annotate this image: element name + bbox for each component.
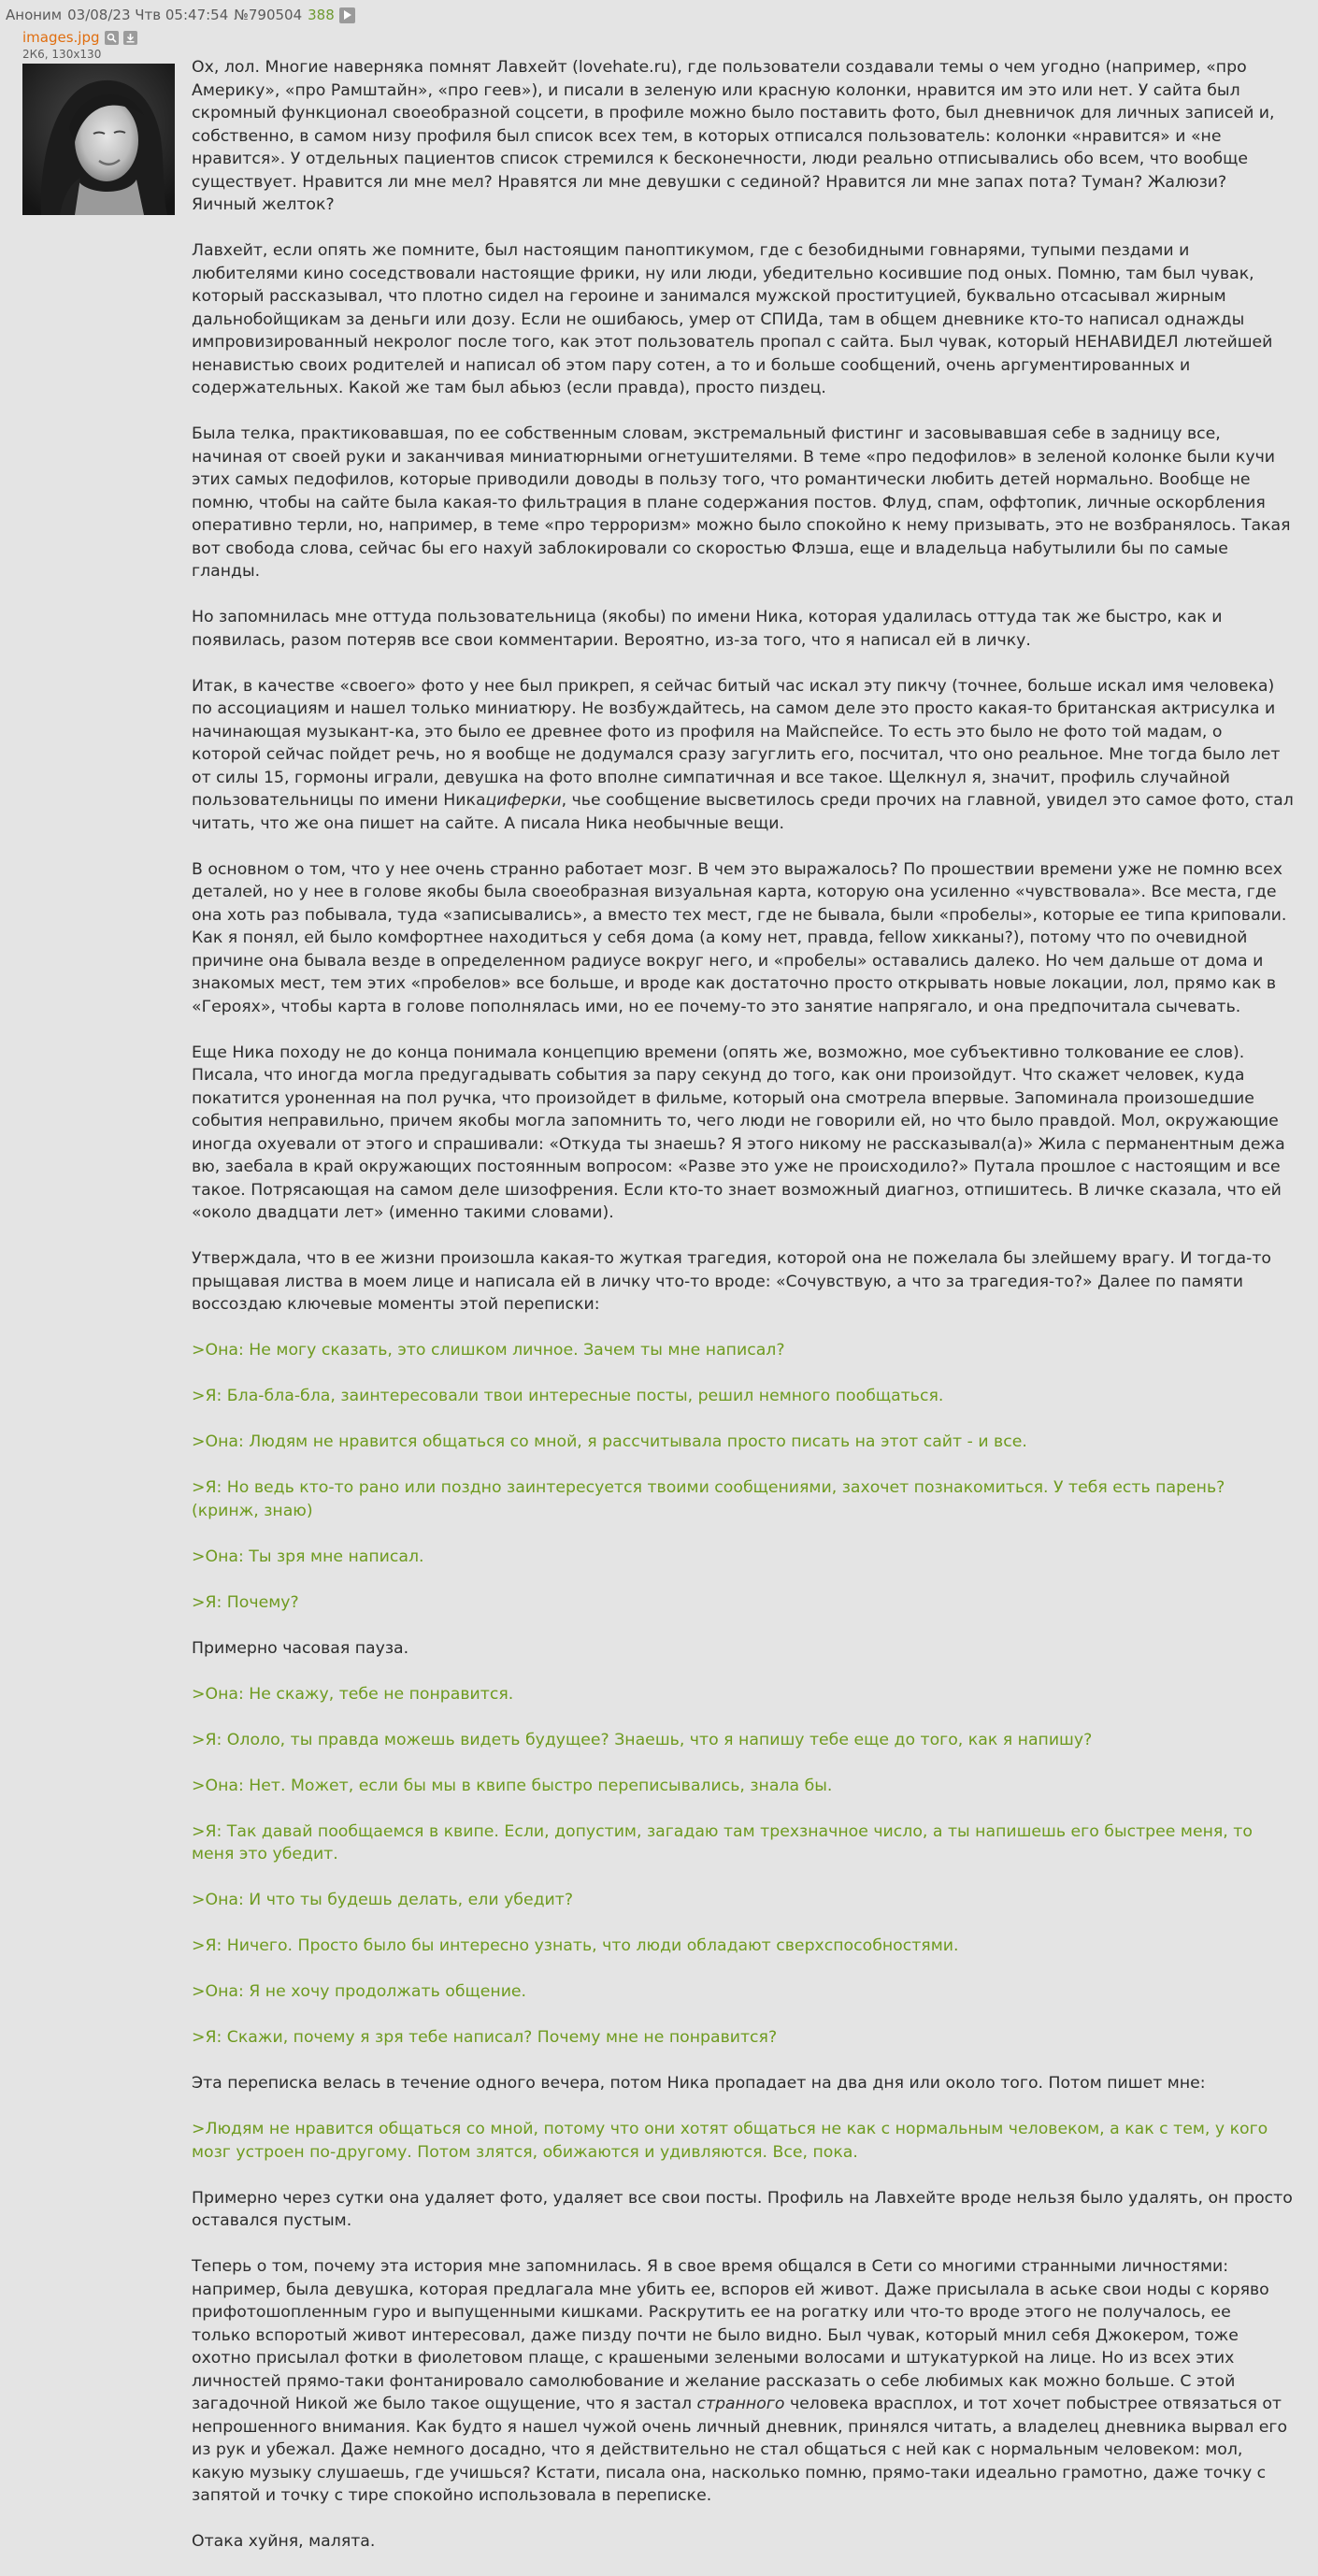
text-span: человека врасплох, и тот хочет побыстрее отвязаться от непрошенного внимания. Как будто я нашел чужой очень личный дневник, принялся читать, а владелец дневника вырвал его из рук и убежал. Даже немного досадно, что я действительно не стал общаться с ней как с нормальным человеком: мол, какую музыку слушаешь, где учишься? Кстати, писала она, насколько помню, прямо-таки идеально грамотно, даже точку с запятой и точку с тире спокойно использовала в переписке. <box>192 2395 1288 2505</box>
quote-line: >Я: Ололо, ты правда можешь видеть будущее? Знаешь, что я напишу тебе еще до того, как я напишу? <box>192 1730 1093 1749</box>
download-icon[interactable] <box>123 31 137 45</box>
search-icon[interactable] <box>105 31 119 45</box>
text-span: Теперь о том, почему эта история мне запомнилась. Я в свое время общался в Сети со многими странными личностями: например, была девушка, которая предлагала мне убить ее, вспоров ей живот. Даже присылала в аське свои ноды с коряво прифотошопленным гуро и выпущенными кишками. Раскрутить ее на рогатку или что-то вроде этого не получалось, ее только вспоротый живот интересовал, даже пизду почти не было видно. Был чувак, который мнил себя Джокером, тоже охотно присылал фотки в фиолетовом плаще, с крашеными зелеными волосами и штукатуркой на лице. Но из всех этих личностей прямо-таки фонтанировало самолюбование и желание рассказать о себе любимых как можно больше. С этой загадочной Никой же было такое ощущение, что я застал <box>192 2257 1269 2413</box>
post-paragraph: Эта переписка велась в течение одного вечера, потом Ника пропадает на два дня или около того. Потом пишет мне: <box>192 2074 1206 2093</box>
quote-line: >Я: Так давай пообщаемся в квипе. Если, допустим, загадаю там трехзначное число, а ты напишешь его быстрее меня, то меня это убедит. <box>192 1821 1253 1864</box>
post-paragraph: Утверждала, что в ее жизни произошла какая-то жуткая трагедия, которой она не пожелала бы злейшему врагу. И тогда-то прыщавая листва в моем лице и написала ей в личку что-то вроде: «Сочувствую, а что за трагедия-то?» Далее по памяти воссоздаю ключевые моменты этой переписки: <box>192 1249 1271 1314</box>
quote-line: >Я: Ничего. Просто было бы интересно узнать, что люди обладают сверхспособностями. <box>192 1936 959 1955</box>
quote-line: >Она: Людям не нравится общаться со мной, я рассчитывала просто писать на этот сайт - и все. <box>192 1432 1027 1451</box>
quote-line: >Она: И что ты будешь делать, ели убедит? <box>192 1891 573 1909</box>
post-paragraph: Примерно через сутки она удаляет фото, удаляет все свои посты. Профиль на Лавхейте вроде нельзя было удалять, он просто оставался пустым. <box>192 2188 1293 2230</box>
reply-count[interactable]: 388 <box>308 7 335 23</box>
post-paragraph: Лавхейт, если опять же помните, был настоящим паноптикумом, где с безобидными говнарями, тупыми пездами и любителями кино соседствовали настоящие фрики, ну или люди, убедительно косившие под оных. Помню, там был чувак, который рассказывал, что плотно сидел на героине и занимался мужской проституцией, буквально отсасывал жирным дальнобойщикам за деньги или дозу. Если не ошибаюсь, умер от СПИДа, там в общем дневнике кто-то написал однажды импровизированный некролог после того, как этот пользователь пропал с сайта. Был чувак, который НЕНАВИДЕЛ лютейшей ненавистью своих родителей и написал об этом пару сотен, а то и больше сообщений, очень аргументированных и содержательных. Какой же там был абьюз (если правда), просто пиздец. <box>192 241 1273 397</box>
play-icon[interactable] <box>339 7 355 23</box>
quote-line: >Я: Но ведь кто-то рано или поздно заинтересуется твоими сообщениями, захочет познакомиться. У тебя есть парень? (кринж, знаю) <box>192 1478 1225 1520</box>
post-body <box>192 56 1295 2576</box>
quote-line: >Людям не нравится общаться со мной, потому что они хотят общаться не как с нормальным человеком, а как с тем, у кого мозг устроен по-другому. Потом злятся, обижаются и удивляются. Все, пока. <box>192 2120 1268 2162</box>
post-paragraph: Была телка, практиковавшая, по ее собственным словам, экстремальный фистинг и засовывавшая себе в задницу все, начиная от своей руки и заканчивая миниатюрными огнетушителями. В теме «про педофилов» в зеленой колонке были кучи этих самых педофилов, которые приводили доводы в пользу того, что романтически любить детей нормально. Вообще не помню, чтобы на сайте была какая-то фильтрация в плане содержания постов. Флуд, спам, оффтопик, личные оскорбления оперативно терли, но, например, в теме «про терроризм» можно было спокойно к нему призывать, это не возбранялось. Такая вот свобода слова, сейчас бы его нахуй заблокировали со скоростью Флэша, еще и владельца набутылили бы по самые гланды. <box>192 425 1291 581</box>
file-info <box>22 28 137 61</box>
post-paragraph <box>192 675 1295 836</box>
post-paragraph: Ох, лол. Многие наверняка помнят Лавхейт (lovehate.ru), где пользователи создавали темы о чем угодно (например, «про Америку», «про Рамштайн», «про геев»), и писали в зеленую или красную колонки, нравится им это или нет. У сайта был скромный функционал своеобразной соцсети, в профиле можно было поставить фото, был дневничок для личных записей и, собственно, в самом низу профиля был список всех тем, в которых отписался пользователь: колонки «нравится» и «не нравится». У отдельных пациентов список стремился к бесконечности, люди реально отписывались обо всем, что вообще существует. Нравится ли мне мел? Нравятся ли мне девушки с сединой? Нравится ли мне запах пота? Туман? Жалюзи? Яичный желток? <box>192 58 1275 214</box>
quote-line: >Она: Не скажу, тебе не понравится. <box>192 1684 514 1704</box>
text-span: Итак, в качестве «своего» фото у нее был прикреп, я сейчас битый час искал эту пикчу (точнее, больше искал имя человека) по ассоциациям и нашел только миниатюру. Не возбуждайтесь, на самом деле это просто какая-то британская актрисулка и начинающая музыкант-ка, это было ее древнее фото из профиля на Майспейсе. То есть это было не фото той мадам, о которой сейчас пойдет речь, но я вообще не додумался сразу загуглить его, посчитал, что оно реальное. Мне тогда было лет от силы 15, гормоны играли, девушка на фото вполне симпатичная и все такое. Щелкнул я, значит, профиль случайной пользовательницы по имени Ника <box>192 676 1281 810</box>
quote-line: >Она: Я не хочу продолжать общение. <box>192 1982 527 2001</box>
post-paragraph: Но запомнилась мне оттуда пользовательница (якобы) по имени Ника, которая удалилась оттуда так же быстро, как и появилась, разом потеряв все свои комментарии. Вероятно, из-за того, что я написал ей в личку. <box>192 608 1223 650</box>
quote-line: >Она: Не могу сказать, это слишком личное. Зачем ты мне написал? <box>192 1341 785 1360</box>
post-date: 03/08/23 Чтв 05:47:54 <box>67 7 229 23</box>
post-author: Аноним <box>6 7 63 23</box>
post-number[interactable]: №790504 <box>234 7 303 23</box>
post-header <box>6 4 355 26</box>
quote-line: >Я: Почему? <box>192 1592 299 1612</box>
italic-text: циферки <box>485 791 562 810</box>
post-paragraph: Еще Ника походу не до конца понимала концепцию времени (опять же, возможно, мое субъективно толкование ее слов). Писала, что иногда могла предугадывать события за пару секунд до того, как они произойдут. Что скажет человек, куда покатится уроненная на пол ручка, что произойдет в фильме, который она смотрела впервые. Запоминала произошедшие события неправильно, причем якобы могла запомнить то, чего люди не говорили ей, но что было правдой. Мол, окружающие иногда охуевали от этого и спрашивали: «Откуда ты знаешь? Я этого никому не рассказывал(а)» Жила с перманентным дежа вю, заебала в край окружающих постоянным вопросом: «Разве это уже не происходило?» Путала прошлое с настоящим и все такое. Потрясающая на самом деле шизофрения. Если кто-то знает возможный диагноз, отпишитесь. В личке сказала, что ей «около двадцати лет» (именно такими словами). <box>192 1043 1285 1222</box>
file-meta: 2К6, 130x130 <box>22 48 102 61</box>
post-image-thumbnail[interactable] <box>22 64 175 215</box>
quote-line: >Она: Ты зря мне написал. <box>192 1547 424 1566</box>
post-paragraph <box>192 2255 1295 2508</box>
italic-text: странного <box>696 2395 785 2413</box>
quote-line: >Я: Скажи, почему я зря тебе написал? Почему мне не понравится? <box>192 2028 778 2047</box>
file-name-link[interactable]: images.jpg <box>22 29 100 46</box>
post-paragraph: Отака хуйня, малята. <box>192 2532 376 2551</box>
quote-line: >Я: Бла-бла-бла, заинтересовали твои интересные посты, решил немного пообщаться. <box>192 1387 944 1405</box>
post-paragraph: В основном о том, что у нее очень странно работает мозг. В чем это выражалось? По прошествии времени уже не помню всех деталей, но у нее в голове якобы была своеобразная визуальная карта, которую она усиленно «чувствовала». Все места, где она хоть раз побывала, туда «записывались», а вместо тех мест, где не бывала, были «пробелы», которые ее типа криповали. Как я понял, ей было комфортнее находиться у себя дома (а кому нет, правда, fellow хикканы?), потому что по очевидной причине она бывала везде в определенном радиусе вокруг него, и «пробелы» оставались далеко. Но чем дальше от дома и знакомых мест, тем этих «пробелов» все больше, и вроде как достаточно просто открывать новые локации, лол, прямо как в «Героях», чтобы карта в голове пополнялась ими, но ее почему-то это занятие напрягало, и она предпочитала сычевать. <box>192 859 1287 1016</box>
quote-line: >Она: Нет. Может, если бы мы в квипе быстро переписывались, знала бы. <box>192 1776 833 1795</box>
text-span: , чье сообщение высветилось среди прочих на главной, увидел это самое фото, стал читать, что же она пишет на сайте. А писала Ника необычные вещи. <box>192 791 1294 833</box>
post-paragraph: Примерно часовая пауза. <box>192 1638 409 1658</box>
